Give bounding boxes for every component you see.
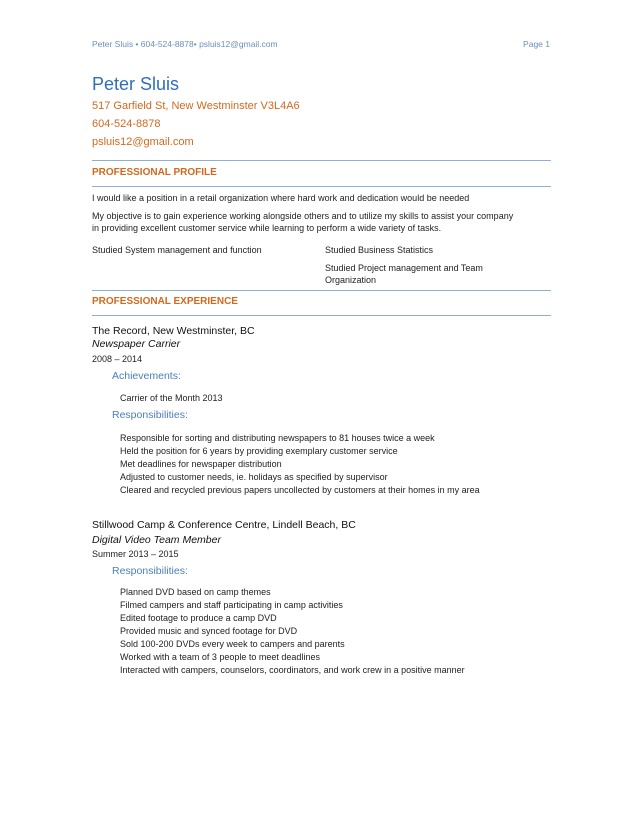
list-item: Adjusted to customer needs, ie. holidays as specified by supervisor bbox=[120, 472, 388, 482]
responsibilities-heading: Responsibilities: bbox=[112, 565, 188, 577]
list-item: Planned DVD based on camp themes bbox=[120, 587, 271, 597]
page-header-contact: Peter Sluis • 604-524-8878• psluis12@gmail.com bbox=[92, 39, 278, 49]
job-organization: Stillwood Camp & Conference Centre, Lindell Beach, BC bbox=[92, 519, 356, 531]
job-role: Newspaper Carrier bbox=[92, 338, 181, 350]
list-item: Interacted with campers, counselors, coordinators, and work crew in a positive manner bbox=[120, 665, 465, 675]
responsibilities-heading: Responsibilities: bbox=[112, 409, 188, 421]
skill-item: Studied Business Statistics bbox=[325, 245, 434, 255]
list-item: Edited footage to produce a camp DVD bbox=[120, 613, 277, 623]
list-item: Sold 100-200 DVDs every week to campers and parents bbox=[120, 639, 345, 649]
responsibilities-list bbox=[120, 586, 465, 677]
list-item: Provided music and synced footage for DVD bbox=[120, 626, 298, 636]
page-number: Page 1 bbox=[523, 39, 550, 49]
section-divider bbox=[92, 315, 551, 316]
experience-section-title: PROFESSIONAL EXPERIENCE bbox=[92, 296, 238, 307]
job-dates: Summer 2013 – 2015 bbox=[92, 549, 179, 559]
list-item: Held the position for 6 years by providing exemplary customer service bbox=[120, 446, 398, 456]
section-divider bbox=[92, 290, 551, 291]
skill-item: Studied System management and function bbox=[92, 245, 262, 255]
job-dates: 2008 – 2014 bbox=[92, 354, 143, 364]
job-role: Digital Video Team Member bbox=[92, 534, 221, 546]
profile-line-3: in providing excellent customer service while learning to perform a wide variety of tasks. bbox=[92, 223, 442, 233]
list-item: Filmed campers and staff participating in camp activities bbox=[120, 600, 343, 610]
skill-item-continued: Organization bbox=[325, 275, 377, 285]
profile-section-title: PROFESSIONAL PROFILE bbox=[92, 167, 217, 178]
phone: 604-524-8878 bbox=[92, 118, 161, 130]
list-item: Worked with a team of 3 people to meet deadlines bbox=[120, 652, 320, 662]
address: 517 Garfield St, New Westminster V3L4A6 bbox=[92, 100, 300, 112]
achievements-list bbox=[120, 392, 223, 405]
section-divider bbox=[92, 186, 551, 187]
profile-line-2: My objective is to gain experience working alongside others and to utilize my skills to assist your company bbox=[92, 211, 514, 221]
list-item: Met deadlines for newspaper distribution bbox=[120, 459, 282, 469]
skill-item: Studied Project management and Team bbox=[325, 263, 483, 273]
list-item: Cleared and recycled previous papers uncollected by customers at their homes in my area bbox=[120, 485, 480, 495]
responsibilities-list bbox=[120, 432, 480, 497]
list-item: Carrier of the Month 2013 bbox=[120, 393, 223, 403]
email: psluis12@gmail.com bbox=[92, 136, 194, 148]
section-divider bbox=[92, 160, 551, 161]
candidate-name: Peter Sluis bbox=[92, 74, 180, 94]
job-organization: The Record, New Westminster, BC bbox=[92, 325, 255, 337]
list-item: Responsible for sorting and distributing newspapers to 81 houses twice a week bbox=[120, 433, 435, 443]
profile-line-1: I would like a position in a retail organization where hard work and dedication would be needed bbox=[92, 193, 470, 203]
achievements-heading: Achievements: bbox=[112, 370, 181, 382]
